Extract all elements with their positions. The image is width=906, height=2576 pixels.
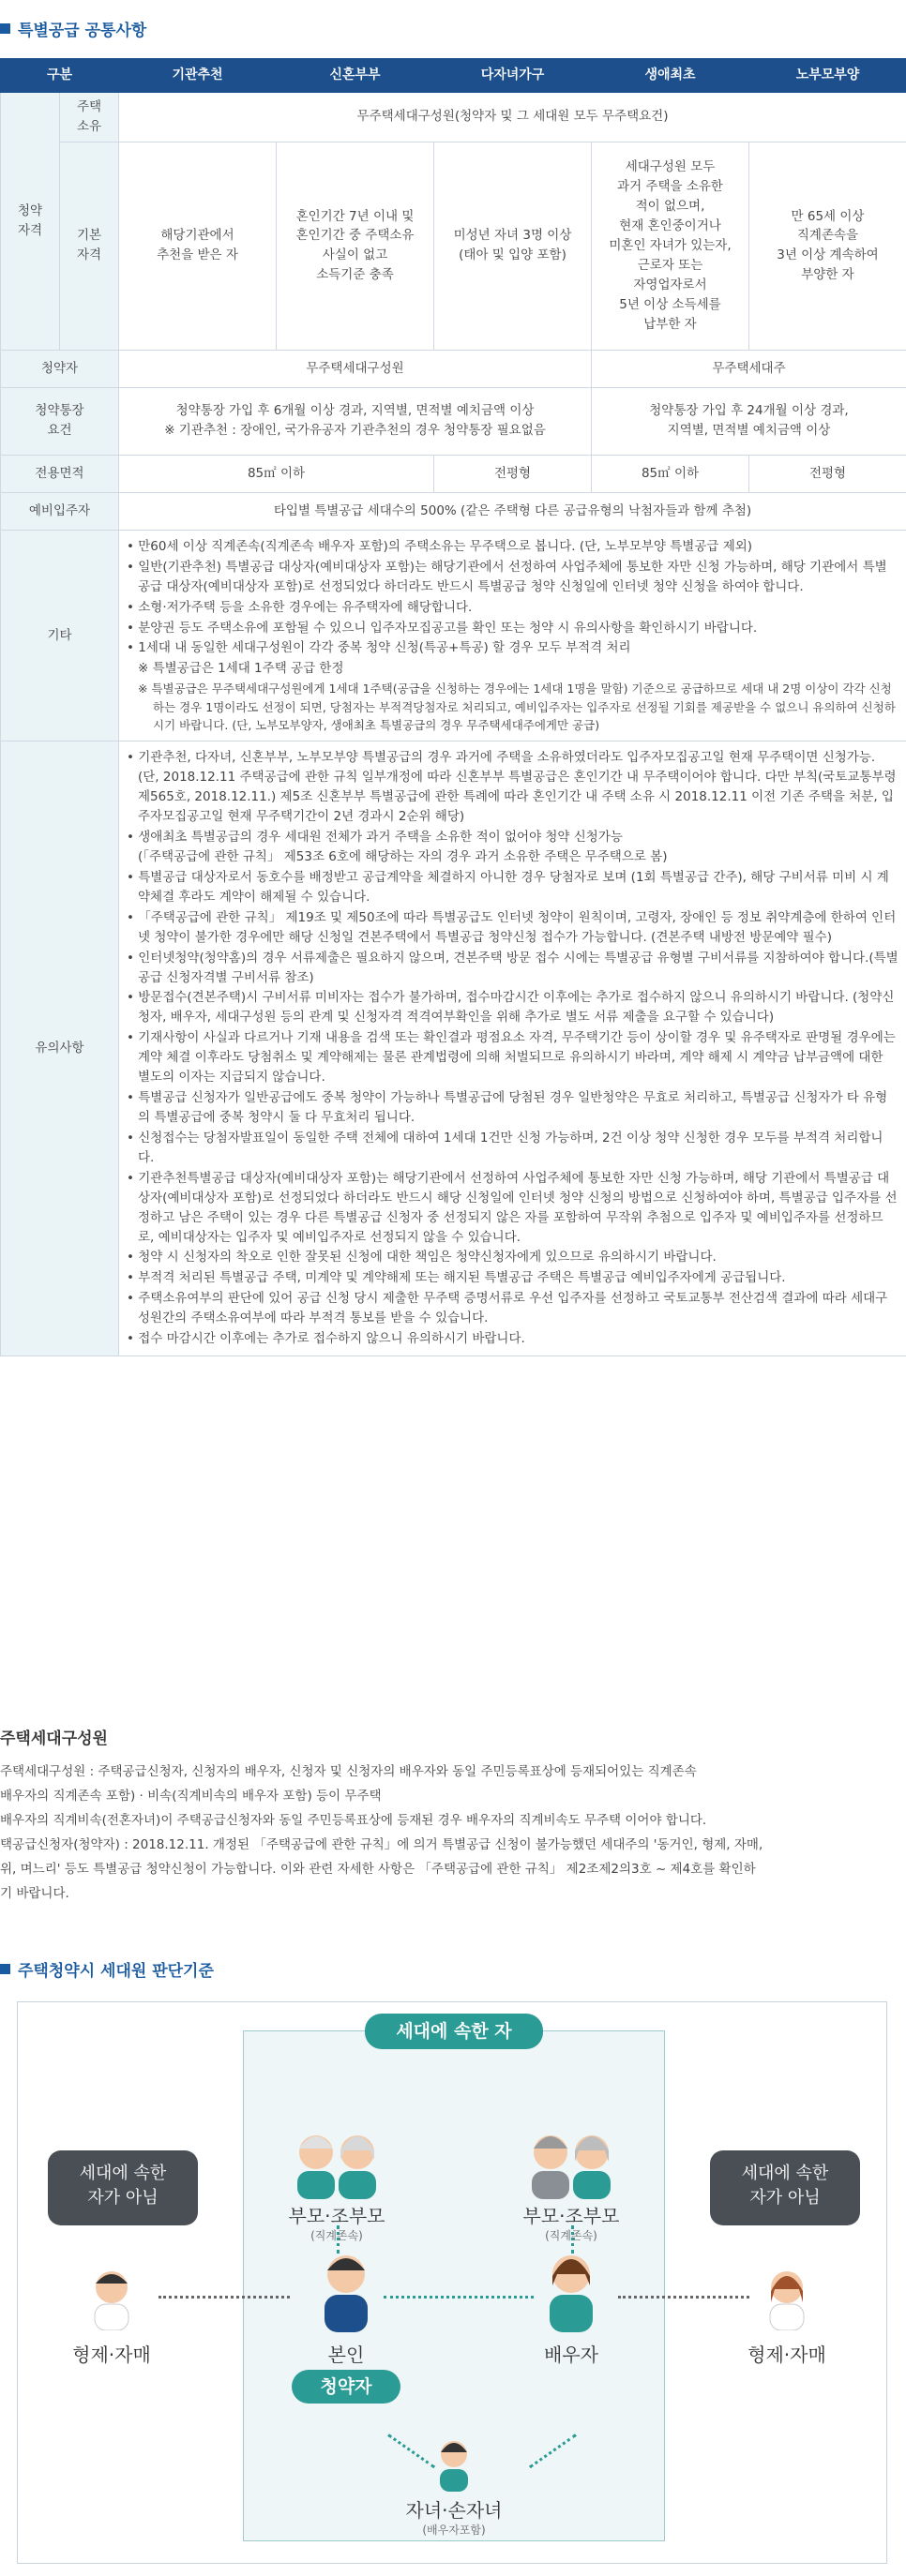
header-firsttime: 생애최초 — [592, 59, 749, 93]
applicant-label: 청약자 — [1, 350, 119, 387]
caution-item: • 인터넷청약(청약홈)의 경우 서류제출은 필요하지 않으며, 견본주택 방문 접수 시에는 특별공급 유형별 구비서류를 지참하여야 합니다.(특별공급 신청자격별 구비서류 참조) — [127, 950, 898, 985]
household-member-line: 택공급신청자(청약자) : 2018.12.11. 개정된 「주택공급에 관한 규칙」에 의거 특별공급 신청이 불가능했던 세대주의 '동거인, 형제, 자매, — [0, 1837, 763, 1852]
basic-newlywed: 혼인기간 7년 이내 및 혼인기간 중 주택소유 사실이 없고 소득기준 충족 — [277, 142, 434, 350]
area-value-3: 85㎡ 이하 — [592, 455, 749, 492]
header-elderly: 노부모부양 — [749, 59, 906, 93]
table-row — [1, 142, 906, 350]
etc-item: • 분양권 등도 주택소유에 포함될 수 있으니 입주자모집공고를 확인 또는 청약 시 유의사항을 확인하시기 바랍니다. — [127, 620, 758, 636]
parents-right-sub: (직계존속) — [545, 2229, 597, 2242]
sibling-left-label: 형제·자매 — [72, 2344, 151, 2366]
outside-box-right: 세대에 속한 자가 아님 — [710, 2150, 860, 2225]
caution-item: • 신청접수는 당첨자발표일이 동일한 주택 전체에 대하여 1세대 1건만 신청 가능하며, 2건 이상 청약 신청한 경우 모두를 부적격 처리합니다. — [127, 1130, 883, 1165]
household-member-line: 배우자의 직계존속 포함) · 비속(직계비속의 배우자 포함) 등이 무주택 — [0, 1789, 382, 1804]
section-heading-criteria — [0, 1957, 214, 1981]
household-member-line: 기 바랍니다. — [0, 1886, 69, 1901]
table-row — [1, 387, 906, 455]
sibling-icon — [83, 2265, 140, 2330]
sibling-right-label: 형제·자매 — [747, 2344, 826, 2366]
children-label: 자녀·손자녀 — [405, 2499, 503, 2522]
area-value-2: 전평형 — [434, 455, 592, 492]
parents-left-label: 부모·조부모 — [288, 2205, 385, 2227]
account-label: 청약통장 요건 — [1, 387, 119, 455]
etc-note: ※ 특별공급은 무주택세대구성원에게 1세대 1주택(공급을 신청하는 경우에는 1세대 1명을 말함) 기준으로 공급하므로 세대 내 2명 이상이 각각 신청하는 경우 1명이라도 선정이 되면, 당첨자는 부적격당첨자로 처리되고, 예비입주자는 입주자로 선정될 기회를 제공받을 수 없으니 유의하여 신청하시기 바랍니다. (단, 노부모부양자, 생애최초 특별공급의 경우 무주택세대주에게만 공급) — [138, 681, 896, 733]
connector-line — [159, 2296, 290, 2299]
basic-firsttime: 세대구성원 모두 과거 주택을 소유한 적이 없으며, 현재 혼인중이거나 미혼인 자녀가 있는자, 근로자 또는 자영업자로서 5년 이상 소득세를 납부한 자 — [592, 142, 749, 350]
housing-value: 무주택세대구성원(청약자 및 그 세대원 모두 무주택요건) — [119, 93, 906, 142]
caution-content — [119, 741, 906, 1356]
etc-note: ※ 특별공급은 1세대 1주택 공급 한정 — [138, 661, 344, 677]
account-value-b: 청약통장 가입 후 24개월 이상 경과, 지역별, 면적별 예치금액 이상 — [592, 387, 906, 455]
grandparents-icon — [280, 2124, 393, 2199]
table-row — [1, 741, 906, 1356]
caution-item: • 주택소유여부의 판단에 있어 공급 신청 당시 제출한 무주택 증명서류로 우선 입주자를 선정하고 국토교통부 전산검색 결과에 따라 세대구성원간의 주택소유여부에 따라 부적격 통보를 받을 수 있습니다. — [127, 1291, 888, 1326]
caution-item: • 특별공급 신청자가 일반공급에도 중복 청약이 가능하나 특별공급에 당첨된 경우 일반청약은 무효로 처리하고, 특별공급 신청자가 타 유형의 특별공급에 중복 청약시 둘 다 무효처리 됩니다. — [127, 1090, 888, 1126]
area-value-4: 전평형 — [749, 455, 906, 492]
qualification-label: 청약 자격 — [1, 93, 60, 351]
outside-box-left: 세대에 속한 자가 아님 — [48, 2150, 198, 2225]
basic-agency: 해당기관에서 추천을 받은 자 — [119, 142, 277, 350]
caution-item: • 접수 마감시간 이후에는 추가로 접수하지 않으니 유의하시기 바랍니다. — [127, 1331, 525, 1347]
applicant-value-a: 무주택세대구성원 — [119, 350, 592, 387]
table-row — [1, 93, 906, 142]
section-title: 특별공급 공통사항 — [18, 22, 147, 40]
child-icon — [430, 2435, 477, 2492]
area-value-1: 85㎡ 이하 — [119, 455, 434, 492]
caution-item: • 청약 시 신청자의 착오로 인한 잘못된 신청에 대한 책임은 청약신청자에게 있으므로 유의하시기 바랍니다. — [127, 1250, 717, 1266]
header-category: 구분 — [1, 59, 119, 93]
applicant-value-b: 무주택세대주 — [592, 350, 906, 387]
spouse-icon — [538, 2248, 604, 2332]
header-agency: 기관추천 — [119, 59, 277, 93]
household-member-line: 배우자의 직계비속(전혼자녀)이 주택공급신청자와 동일 주민등록표상에 등재된 경우 배우자의 직계비속도 무주택 이어야 합니다. — [0, 1813, 707, 1828]
connector-line — [618, 2296, 749, 2299]
reserve-value: 타입별 특별공급 세대수의 500% (같은 주택형 다른 공급유형의 낙첨자들과 함께 추첨) — [119, 492, 906, 530]
household-member-line: 위, 며느리' 등도 특별공급 청약신청이 가능합니다. 이와 관련 자세한 사항은 「주택공급에 관한 규칙」 제2조제2의3호 ~ 제4호를 확인하 — [0, 1862, 756, 1877]
grandparents-icon — [515, 2124, 627, 2199]
children-sub: (배우자포함) — [422, 2524, 486, 2537]
household-criteria-diagram — [17, 2001, 887, 2564]
etc-item: • 만60세 이상 직계존속(직계존속 배우자 포함)의 주택소유는 무주택으로 봅니다. (단, 노부모부양 특별공급 제외) — [127, 538, 753, 554]
table-row — [1, 350, 906, 387]
table-row — [1, 530, 906, 741]
sibling-icon — [759, 2265, 815, 2330]
caution-item: • 기관추천특별공급 대상자(예비대상자 포함)는 해당기관에서 선정하여 사업주체에 통보한 자만 신청 가능하며, 해당 기관에서 특별공급 대상자(예비대상자 포함)로 선정되었다 하더라도 반드시 해당 신청일에 인터넷 청약 신청의 방법으로 신청하여야 하며, 특별공급 입주자를 선정하고 남은 주택이 있는 경우 다른 특별공급 신청자 중 선정되지 않은 자를 포함하여 무작위 추첨으로 입주자 및 예비입주자를 선정하므로, 예비대상자는 입주자 및 예비입주자로 선정되지 않을 수 있습니다. — [127, 1170, 898, 1245]
header-newlywed: 신혼부부 — [277, 59, 434, 93]
household-member-title: 주택세대구성원 — [0, 1730, 108, 1748]
household-member-line: 주택세대구성원 : 주택공급신청자, 신청자의 배우자, 신청자 및 신청자의 배우자와 동일 주민등록표상에 등재되어있는 직계존속 — [0, 1764, 697, 1779]
caution-item: • 기관추천, 다자녀, 신혼부부, 노부모부양 특별공급의 경우 과거에 주택을 소유하였더라도 입주자모집공고일 현재 무주택이면 신청가능. (단, 2018.12.11 주택공급에 관한 규칙 일부개정에 따라 신혼부부 특별공급은 혼인기간 내 무주택이어야 합니다. 다만 부칙(국토교통부령 제565호, 2018.12.11.) 제5조 신혼부부 특별공급에 관한 특례에 따라 혼인기간 내 주택 소유 시 2018.12.11 이전 기존 주택을 처분, 입주자모집공고일 현재 무주택기간이 2년 경과시 2순위 해당) — [127, 750, 897, 825]
bullet-square-icon — [0, 23, 10, 34]
parents-left-sub: (직계존속) — [310, 2229, 363, 2242]
household-title-pill: 세대에 속한 자 — [365, 2014, 543, 2049]
etc-item: • 일반(기관추천) 특별공급 대상자(예비대상자 포함)는 해당기관에서 선정하여 사업주체에 통보한 자만 신청 가능하며, 해당 기관에서 특별공급 대상자(예비대상자 포함)로 선정되었다 하더라도 반드시 특별공급 청약 신청일에 인터넷 청약 신청을 하여야 합니다. — [127, 559, 887, 594]
common-info-table — [0, 58, 906, 1356]
caution-item: • 생애최초 특별공급의 경우 세대원 전체가 과거 주택을 소유한 적이 없어야 청약 신청가능 (「주택공급에 관한 규칙」 제53조 6호에 해당하는 자의 경우 과거 소유한 주택은 무주택으로 봄) — [127, 830, 668, 865]
housing-label: 주택 소유 — [60, 93, 119, 142]
caution-item: • 「주택공급에 관한 규칙」 제19조 및 제50조에 따라 특별공급도 인터넷 청약이 원칙이며, 고령자, 장애인 등 정보 취약계층에 한하여 인터넷 청약이 불가한 경우에만 해당 신청일 견본주택에서 특별공급 청약신청 접수가 가능합니다. (견본주택 내방전 방문예약 필수) — [127, 909, 897, 945]
etc-item: • 1세대 내 동일한 세대구성원이 각각 중복 청약 신청(특공+특공) 할 경우 모두 부적격 처리 — [127, 640, 631, 656]
etc-content — [119, 530, 906, 741]
basic-multichild: 미성년 자녀 3명 이상 (태아 및 입양 포함) — [434, 142, 592, 350]
caution-item: • 기재사항이 사실과 다르거나 기재 내용을 검색 또는 확인결과 평점요소 자격, 무주택기간 등이 상이할 경우 및 유주택자로 판명될 경우에는 계약 체결 이후라도 당첨취소 및 계약해제는 물론 관계법령에 의해 처벌되므로 유의하시기 바라며, 계약 해제 시 계약금 납부금액에 대한 별도의 이자는 지급되지 않습니다. — [127, 1030, 896, 1086]
connector-line — [384, 2296, 534, 2299]
caution-label: 유의사항 — [1, 741, 119, 1356]
table-row — [1, 492, 906, 530]
table-header-row — [1, 59, 906, 93]
etc-item: • 소형·저가주택 등을 소유한 경우에는 유주택자에 해당합니다. — [127, 599, 473, 615]
area-label: 전용면적 — [1, 455, 119, 492]
bullet-square-icon — [0, 1964, 10, 1974]
basic-elderly: 만 65세 이상 직계존속을 3년 이상 계속하여 부양한 자 — [749, 142, 906, 350]
caution-item: • 특별공급 대상자로서 동호수를 배정받고 공급계약을 체결하지 아니한 경우 당첨자로 보며 (1회 특별공급 간주), 해당 구비서류 미비 시 계약체결 후라도 계약이 해제될 수 있습니다. — [127, 869, 889, 905]
table-row — [1, 455, 906, 492]
applicant-pill: 청약자 — [292, 2370, 400, 2404]
reserve-label: 예비입주자 — [1, 492, 119, 530]
household-member-section — [0, 1725, 906, 1906]
caution-item: • 방문접수(견본주택)시 구비서류 미비자는 접수가 불가하며, 접수마감시간 이후에는 추가로 접수하지 않으니 유의하시기 바랍니다. (청약신청자, 배우자, 세대구성원 등의 관계 및 신청자격 적격여부확인을 위해 추가로 별도 서류 제출을 요구할 수 있습니다) — [127, 990, 895, 1026]
account-value-a: 청약통장 가입 후 6개월 이상 경과, 지역별, 면적별 예치금액 이상 ※ 기관추천 : 장애인, 국가유공자 기관추천의 경우 청약통장 필요없음 — [119, 387, 592, 455]
header-multichild: 다자녀가구 — [434, 59, 592, 93]
caution-item: • 부적격 처리된 특별공급 주택, 미계약 및 계약해제 또는 해지된 특별공급 주택은 특별공급 예비입주자에게 공급됩니다. — [127, 1270, 786, 1286]
section-title: 주택청약시 세대원 판단기준 — [18, 1962, 214, 1981]
etc-label: 기타 — [1, 530, 119, 741]
self-icon — [313, 2248, 379, 2332]
self-label: 본인 — [327, 2344, 365, 2366]
spouse-label: 배우자 — [544, 2344, 598, 2366]
basic-label: 기본 자격 — [60, 142, 119, 350]
parents-right-label: 부모·조부모 — [522, 2205, 620, 2227]
section-heading-common — [0, 17, 146, 40]
